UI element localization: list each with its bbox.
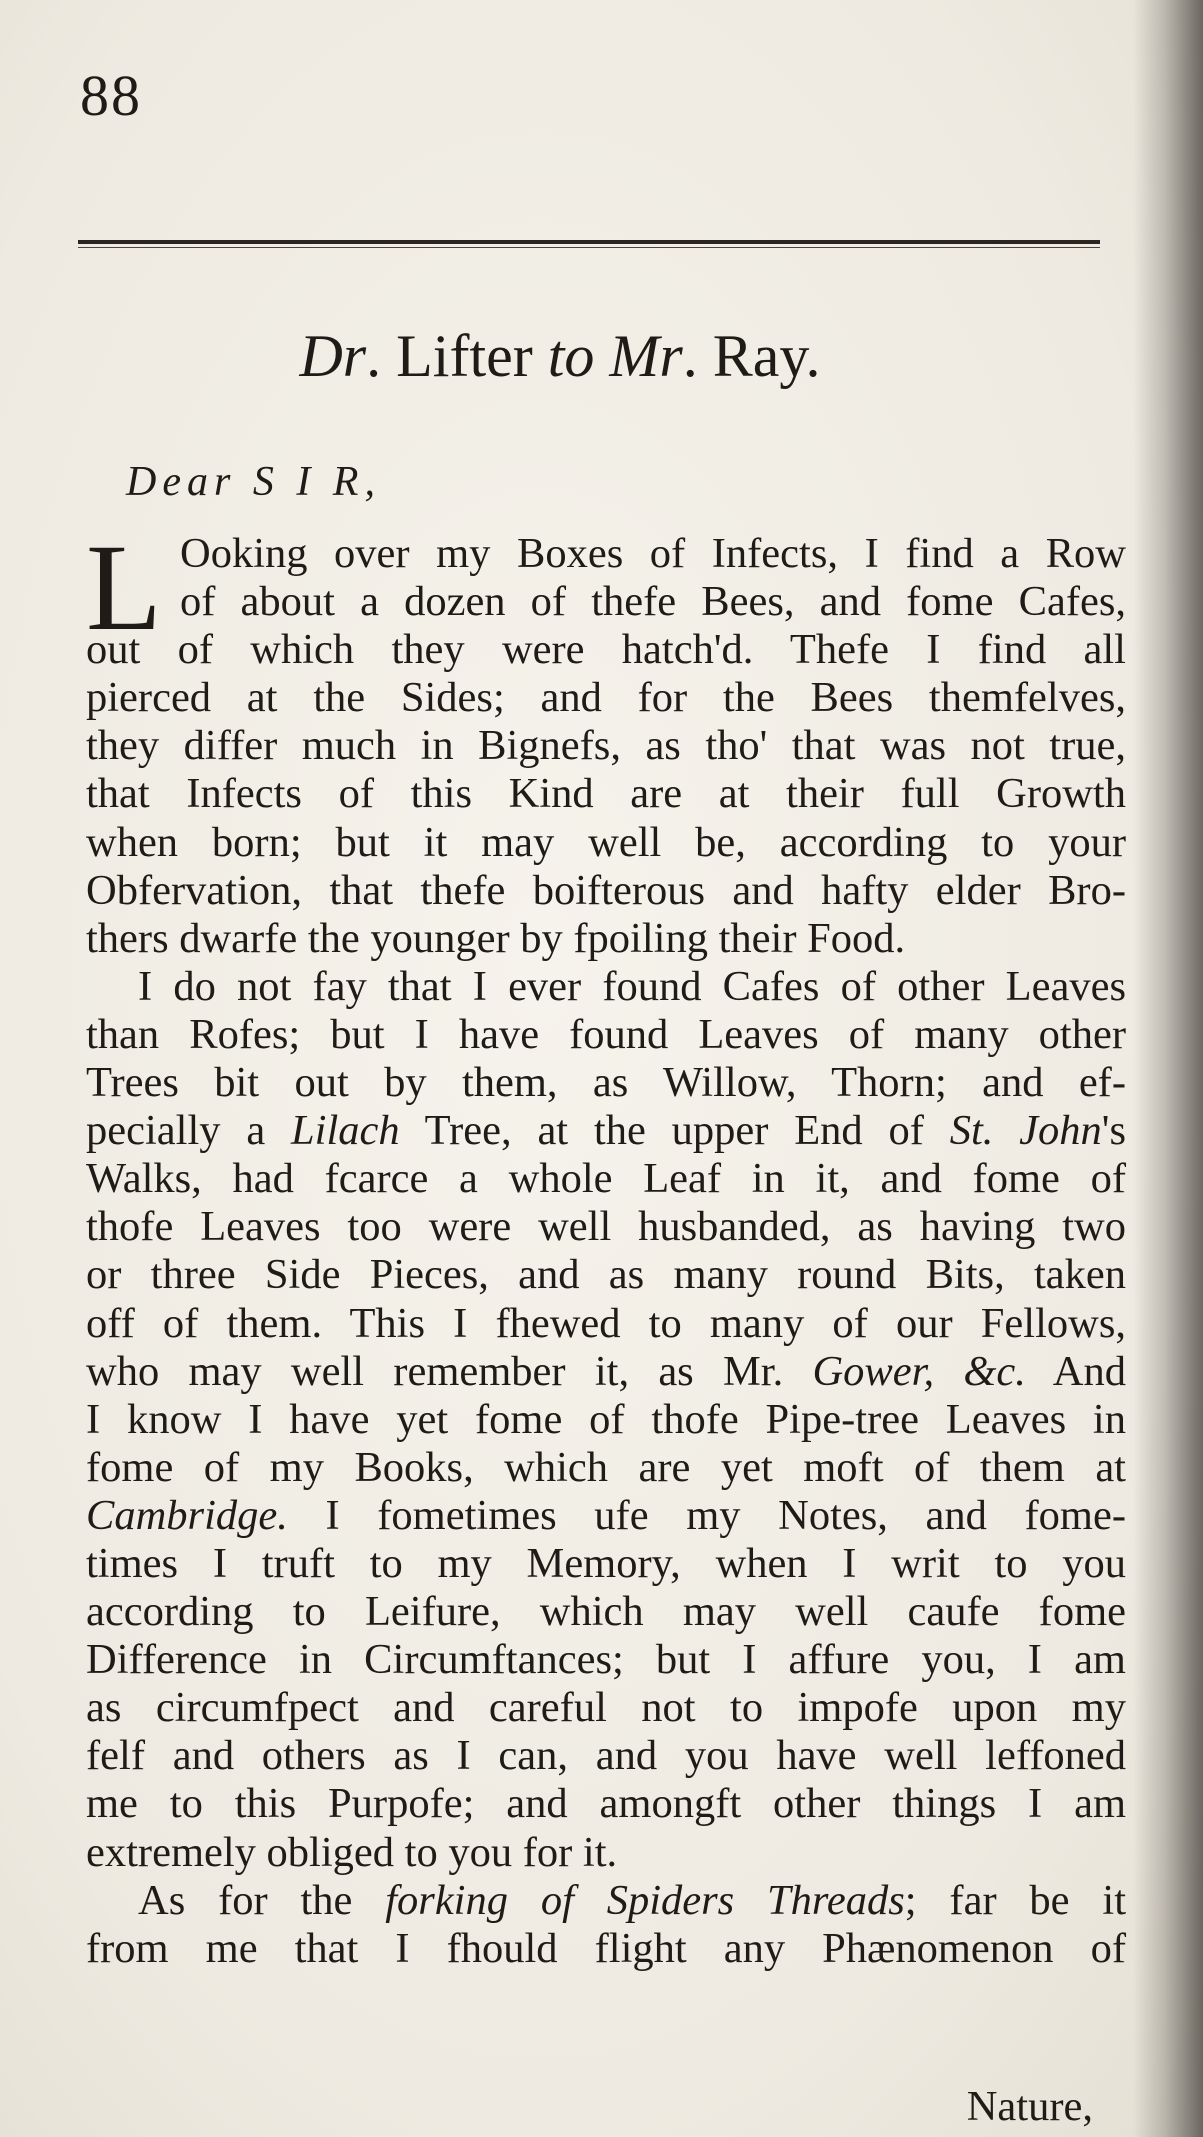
gutter-shadow [1133,0,1203,2137]
italic-phrase: Gower, &c. [812,1347,1026,1395]
text-line [86,1107,1126,1155]
text-run: from me that I fhould flight any Phænomenon of [86,1924,1126,1972]
text-run: I know I have yet fome of thofe Pipe-tree Leaves in [86,1395,1126,1443]
text-run: Ooking over my Boxes of Infects, I find a Row [180,530,1126,577]
text-run: Tree, at the upper End of [399,1107,950,1155]
text-run: Walks, had fcarce a whole Leaf in it, and fome of [86,1155,1126,1203]
text-line [86,770,1126,818]
text-line [86,1251,1126,1299]
text-run: ; far be it [904,1876,1126,1924]
title-ray: . Ray. [682,323,821,389]
text-line [86,1829,1126,1877]
text-line [86,1780,1126,1828]
text-line [86,674,1126,722]
title-dr: Dr [299,323,367,389]
text-run: pecially a [86,1107,291,1155]
text-run: of about a dozen of thefe Bees, and fome Cafes, [180,578,1126,626]
text-line [86,1396,1126,1444]
text-line [86,819,1126,867]
text-run: when born; but it may well be, according to your [86,818,1126,866]
text-run: Obfervation, that thefe boifterous and hafty elder Bro- [86,866,1126,914]
text-line [86,867,1126,915]
text-line [86,915,1126,963]
header-rule [78,240,1100,244]
text-line [86,1059,1126,1107]
text-line [86,1011,1126,1059]
text-line [86,1925,1126,1973]
text-line [86,1300,1126,1348]
text-run: felf and others as I can, and you have well leffoned [86,1732,1126,1780]
text-line [86,530,1126,578]
drop-cap: L [86,519,162,656]
header-rule-thin [78,247,1100,248]
title-lister: . Lifter [366,323,548,389]
text-run: I do not fay that I ever found Cafes of other Leaves [138,962,1126,1010]
title-to-mr: to Mr [547,323,683,389]
catchword: Nature, [966,2083,1093,2130]
text-run: me to this Purpofe; and amongft other things I am [86,1780,1126,1828]
text-line [86,1588,1126,1636]
text-line [86,1877,1126,1925]
salutation: Dear S I R, [126,459,381,505]
text-run: As for the [138,1876,386,1924]
text-line [86,1636,1126,1684]
text-run: 's [1101,1107,1126,1155]
text-run: extremely obliged to you for it. [86,1828,618,1876]
text-run: off of them. This I fhewed to many of our Fellows, [86,1299,1126,1347]
text-run: who may well remember it, as Mr. [86,1347,813,1395]
text-line [86,1155,1126,1203]
text-run: thofe Leaves too were well husbanded, as having two [86,1203,1126,1251]
text-run: Difference in Circumftances; but I affure you, I am [86,1636,1126,1684]
letter-title [0,322,1120,391]
text-line [86,1444,1126,1492]
text-line [86,1540,1126,1588]
text-run: out of which they were hatch'd. Thefe I find all [86,626,1126,674]
letter-body [86,519,1126,1973]
text-line [86,578,1126,626]
text-run: they differ much in Bignefs, as tho' that was not true, [86,722,1126,770]
text-run: than Rofes; but I have found Leaves of many other [86,1010,1126,1058]
text-run: pierced at the Sides; and for the Bees themfelves, [86,674,1126,722]
text-run: that Infects of this Kind are at their full Growth [86,770,1126,818]
text-line [86,1684,1126,1732]
text-run: times I truft to my Memory, when I writ to you [86,1539,1126,1587]
italic-phrase: Lilach [291,1107,400,1155]
text-run: as circumfpect and careful not to impofe upon my [86,1684,1126,1732]
italic-phrase: Cambridge. [86,1491,288,1539]
text-line [86,1732,1126,1780]
text-run: I fometimes ufe my Notes, and fome- [287,1491,1126,1539]
italic-phrase: St. John [949,1107,1102,1155]
text-line [86,1492,1126,1540]
page-number: 88 [80,63,142,128]
text-run: according to Leifure, which may well caufe fome [86,1588,1126,1636]
text-run: Trees bit out by them, as Willow, Thorn; and ef- [86,1059,1126,1107]
italic-phrase: forking of Spiders Threads [385,1876,905,1924]
text-line [86,722,1126,770]
text-line [86,963,1126,1011]
text-line [86,626,1126,674]
text-run: And [1025,1347,1126,1395]
text-run: or three Side Pieces, and as many round Bits, taken [86,1251,1126,1299]
text-run: thers dwarfe the younger by fpoiling their Food. [86,914,906,962]
text-run: fome of my Books, which are yet moft of them at [86,1443,1126,1491]
text-line [86,1203,1126,1251]
text-line [86,1348,1126,1396]
